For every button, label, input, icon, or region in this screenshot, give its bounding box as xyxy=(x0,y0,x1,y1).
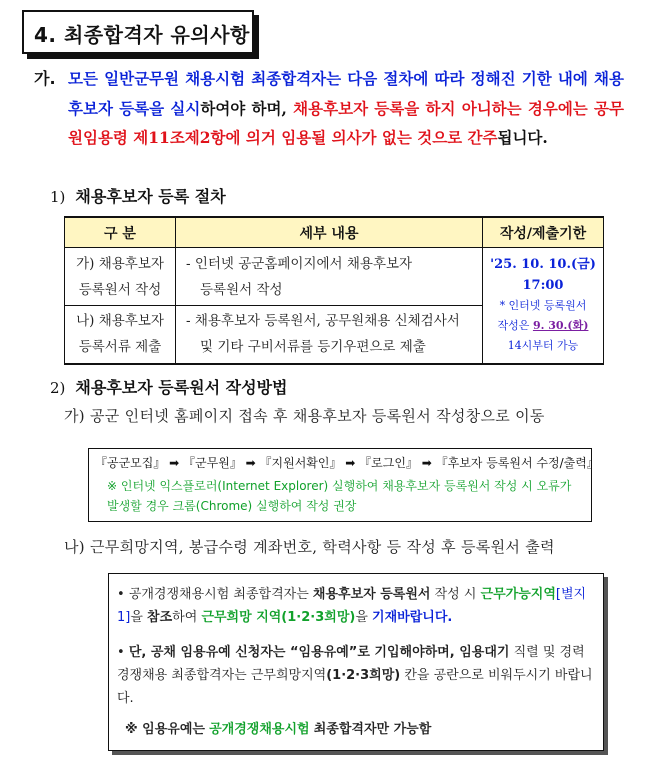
deadline-cell xyxy=(483,248,604,364)
section-title-box xyxy=(22,10,254,54)
warning-end-text: 됩니다. xyxy=(497,128,548,147)
note-item-3: ※ 임용유예는 공개경쟁채용시험 최종합격자만 가능함 xyxy=(125,722,432,737)
table-header-row xyxy=(65,217,604,248)
registration-procedure-table xyxy=(64,216,604,365)
row2-details: - 채용후보자 등록원서, 공무원채용 신체검사서 및 기타 구비서류를 등기우편으로 제출 xyxy=(176,306,483,364)
deadline-note-2: 작성은 9. 30.(화) xyxy=(497,319,589,333)
deadline-note-3: 14시부터 가능 xyxy=(507,339,579,353)
registration-warning-paragraph xyxy=(68,64,624,153)
para-label-ga: 가. xyxy=(34,69,56,88)
navigation-path: 『공군모집』 ➡ 『군무원』 ➡ 『지원서확인』 ➡ 『로그인』 ➡ 『후보자 등록원서 수정/출력』 xyxy=(95,456,599,470)
row2-category: 나) 채용후보자 등록서류 제출 xyxy=(65,306,176,364)
deadline-date: '25. 10. 10.(금) xyxy=(490,257,596,273)
note-item-1: • 공개경쟁채용시험 최종합격자는 채용후보자 등록원서 작성 시 근무가능지역[별지 1]을 참조하여 근무희망 지역(1·2·3희망)을 기재바랍니다. xyxy=(117,587,587,625)
deadline-time: 17:00 xyxy=(522,278,564,294)
header-deadline: 작성/제출기한 xyxy=(483,217,604,248)
subsection-2-heading: 2) 채용후보자 등록원서 작성방법 xyxy=(50,378,288,397)
step-ga-text: 가) 공군 인터넷 홈페이지 접속 후 채용후보자 등록원서 작성창으로 이동 xyxy=(64,407,545,425)
row1-details: - 인터넷 공군홈페이지에서 채용후보자 등록원서 작성 xyxy=(176,248,483,306)
note-item-2: • 단, 공채 임용유예 신청자는 “임용유예”로 기입해야하며, 임용대기 직렬 및 경력경쟁채용 최종합격자는 근무희망지역(1·2·3희망) 칸을 공란으로 비워두시기 바랍니다. xyxy=(117,645,593,706)
step-na-text: 나) 근무희망지역, 봉급수령 계좌번호, 학력사항 등 작성 후 등록원서 출력 xyxy=(64,538,555,556)
row1-category: 가) 채용후보자 등록원서 작성 xyxy=(65,248,176,306)
warning-blue-text: 모든 일반군무원 채용시험 최종합격자는 다음 절차에 따라 정해진 기한 내에 채용후보자 등록을 실시 xyxy=(68,69,624,118)
notes-box xyxy=(108,573,604,751)
warning-red-text: 채용후보자 등록을 하지 아니하는 경우에는 공무원임용령 제11조제2항에 의거 임용될 의사가 없는 것으로 간주 xyxy=(68,98,624,147)
section-title: 4. 최종합격자 유의사항 xyxy=(34,23,250,47)
navigation-path-box xyxy=(88,448,599,522)
table-row xyxy=(65,248,604,306)
header-category: 구 분 xyxy=(65,217,176,248)
browser-note: ※ 인터넷 익스플로러(Internet Explorer) 실행하여 채용후보자 등록원서 작성 시 오류가 발생할 경우 크롬(Chrome) 실행하여 작성 권장 xyxy=(107,479,572,513)
deadline-note-1: * 인터넷 등록원서 xyxy=(499,299,587,313)
warning-black-text: 하여야 하며, xyxy=(200,98,287,118)
subsection-1-heading: 1) 채용후보자 등록 절차 xyxy=(50,187,226,206)
header-details: 세부 내용 xyxy=(176,217,483,248)
